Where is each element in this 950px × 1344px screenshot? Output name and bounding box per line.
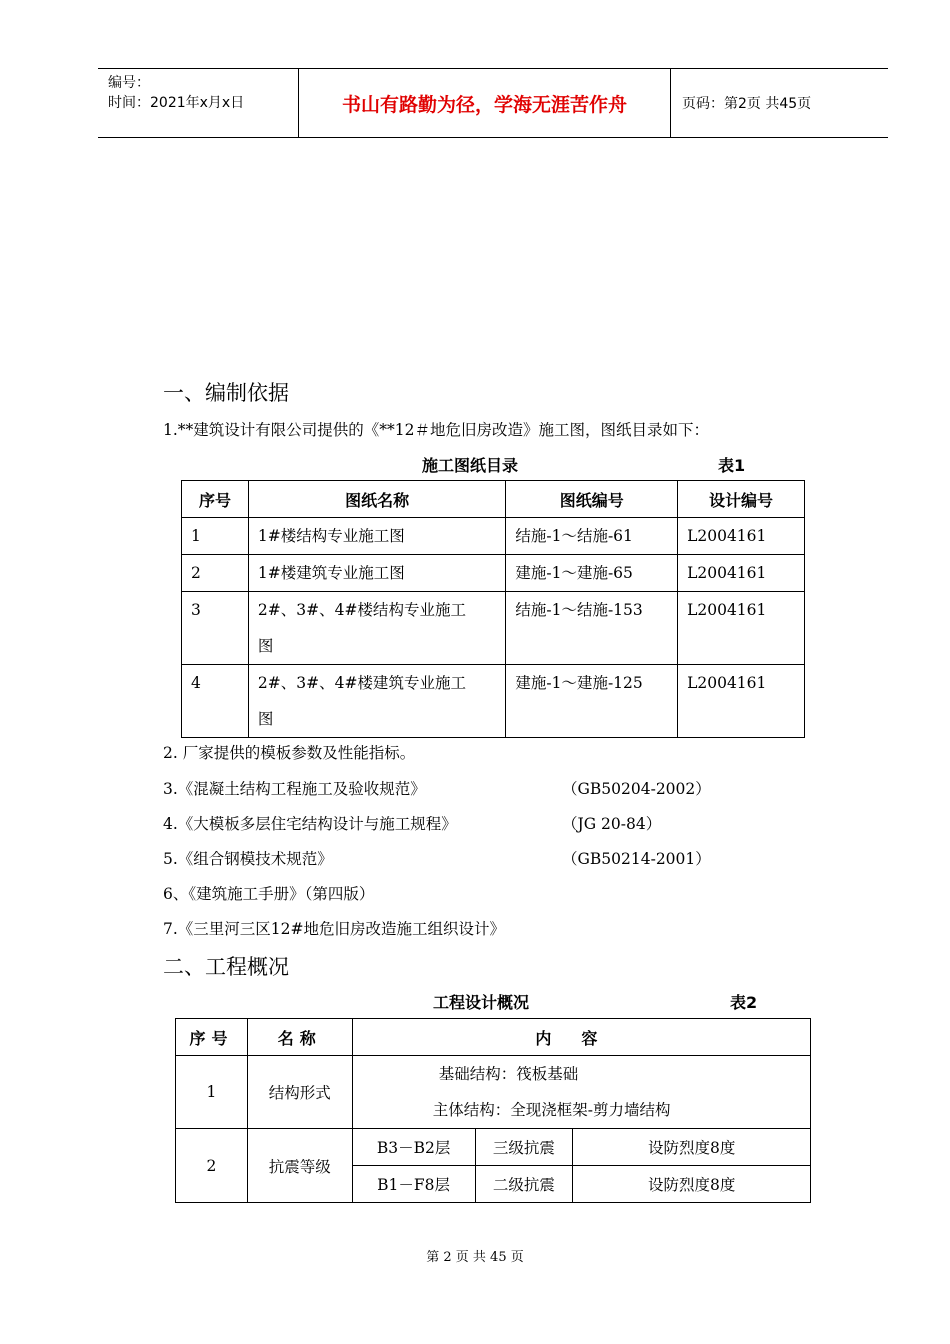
basis-item-3: 3.《混凝土结构工程施工及验收规范》 [163, 780, 426, 798]
cell-name [248, 592, 505, 665]
col-header: 设计编号 [678, 481, 805, 518]
basis-item-6: 6、《建筑施工手册》（第四版） [163, 885, 375, 903]
cell-design: L2004161 [678, 518, 805, 555]
cell-name: 1#楼建筑专业施工图 [248, 555, 505, 592]
basis-item-7: 7.《三里河三区12#地危旧房改造施工组织设计》 [163, 920, 506, 938]
cell-no: 4 [182, 665, 249, 738]
basis-item-1: 1.**建筑设计有限公司提供的《**12＃地危旧房改造》施工图，图纸目录如下： [163, 421, 710, 439]
table-row [182, 518, 805, 555]
basis-item-5: 5.《组合钢模技术规范》 [163, 850, 333, 868]
cell-name: 结构形式 [247, 1056, 352, 1129]
cell-code: 结施-1～结施-153 [506, 592, 678, 665]
content-line: 主体结构：全现浇框架-剪力墙结构 [432, 1101, 671, 1119]
col-header: 名称 [247, 1019, 352, 1056]
cell-grade: 三级抗震 [475, 1129, 573, 1166]
section2-title: 二、工程概况 [163, 955, 289, 979]
table-row [182, 555, 805, 592]
cell-no: 1 [176, 1056, 248, 1129]
table-header-row [182, 481, 805, 518]
table2-label: 表2 [730, 993, 758, 1012]
basis-item-4-code: （JG 20-84） [562, 815, 662, 833]
header-page-info: 页码：第2页 共45页 [682, 96, 812, 112]
cell-code: 建施-1～建施-65 [506, 555, 678, 592]
table2-caption: 工程设计概况 [433, 993, 530, 1012]
cell-name-line: 2#、3#、4#楼结构专业施工 [257, 601, 466, 619]
cell-code: 建施-1～建施-125 [506, 665, 678, 738]
cell-floors: B3－B2层 [352, 1129, 475, 1166]
cell-content [352, 1056, 810, 1129]
time-label: 时间：2021年x月x日 [108, 95, 245, 111]
cell-grade: 二级抗震 [475, 1166, 573, 1203]
table1-caption: 施工图纸目录 [422, 456, 519, 475]
cell-floors: B1－F8层 [352, 1166, 475, 1203]
basis-item-2: 2. 厂家提供的模板参数及性能指标。 [163, 744, 416, 762]
page-header [98, 68, 888, 138]
cell-name: 抗震等级 [247, 1129, 352, 1203]
content-line: 基础结构：筏板基础 [438, 1065, 579, 1083]
basis-item-3-code: （GB50204-2002） [562, 780, 711, 798]
col-header: 内容 [352, 1019, 810, 1056]
cell-intensity: 设防烈度8度 [573, 1166, 811, 1203]
col-header: 序号 [182, 481, 249, 518]
code-label: 编号： [108, 75, 150, 91]
project-overview-table [175, 1018, 811, 1203]
cell-design: L2004161 [678, 592, 805, 665]
col-header: 图纸名称 [248, 481, 505, 518]
drawing-list-table [181, 480, 805, 738]
basis-item-5-code: （GB50214-2001） [562, 850, 711, 868]
col-header: 图纸编号 [506, 481, 678, 518]
table-row [182, 592, 805, 665]
header-divider [670, 69, 671, 137]
cell-no: 2 [182, 555, 249, 592]
cell-no: 3 [182, 592, 249, 665]
section1-title: 一、编制依据 [163, 381, 289, 405]
table-row [182, 665, 805, 738]
header-motto: 书山有路勤为径，学海无涯苦作舟 [341, 93, 627, 116]
cell-name-line: 2#、3#、4#楼建筑专业施工 [257, 674, 466, 692]
cell-intensity: 设防烈度8度 [573, 1129, 811, 1166]
cell-name-line: 图 [257, 710, 274, 728]
table-header-row [176, 1019, 811, 1056]
cell-code: 结施-1～结施-61 [506, 518, 678, 555]
cell-design: L2004161 [678, 555, 805, 592]
header-meta [98, 69, 298, 137]
table-row [176, 1129, 811, 1166]
basis-item-4: 4.《大模板多层住宅结构设计与施工规程》 [163, 815, 457, 833]
table1-label: 表1 [718, 456, 746, 475]
col-header: 序号 [176, 1019, 248, 1056]
cell-name-line: 图 [257, 637, 274, 655]
cell-no: 2 [176, 1129, 248, 1203]
cell-name [248, 665, 505, 738]
cell-design: L2004161 [678, 665, 805, 738]
table-row [176, 1056, 811, 1129]
cell-name: 1#楼结构专业施工图 [248, 518, 505, 555]
cell-no: 1 [182, 518, 249, 555]
page-footer: 第 2 页 共 45 页 [426, 1250, 524, 1265]
